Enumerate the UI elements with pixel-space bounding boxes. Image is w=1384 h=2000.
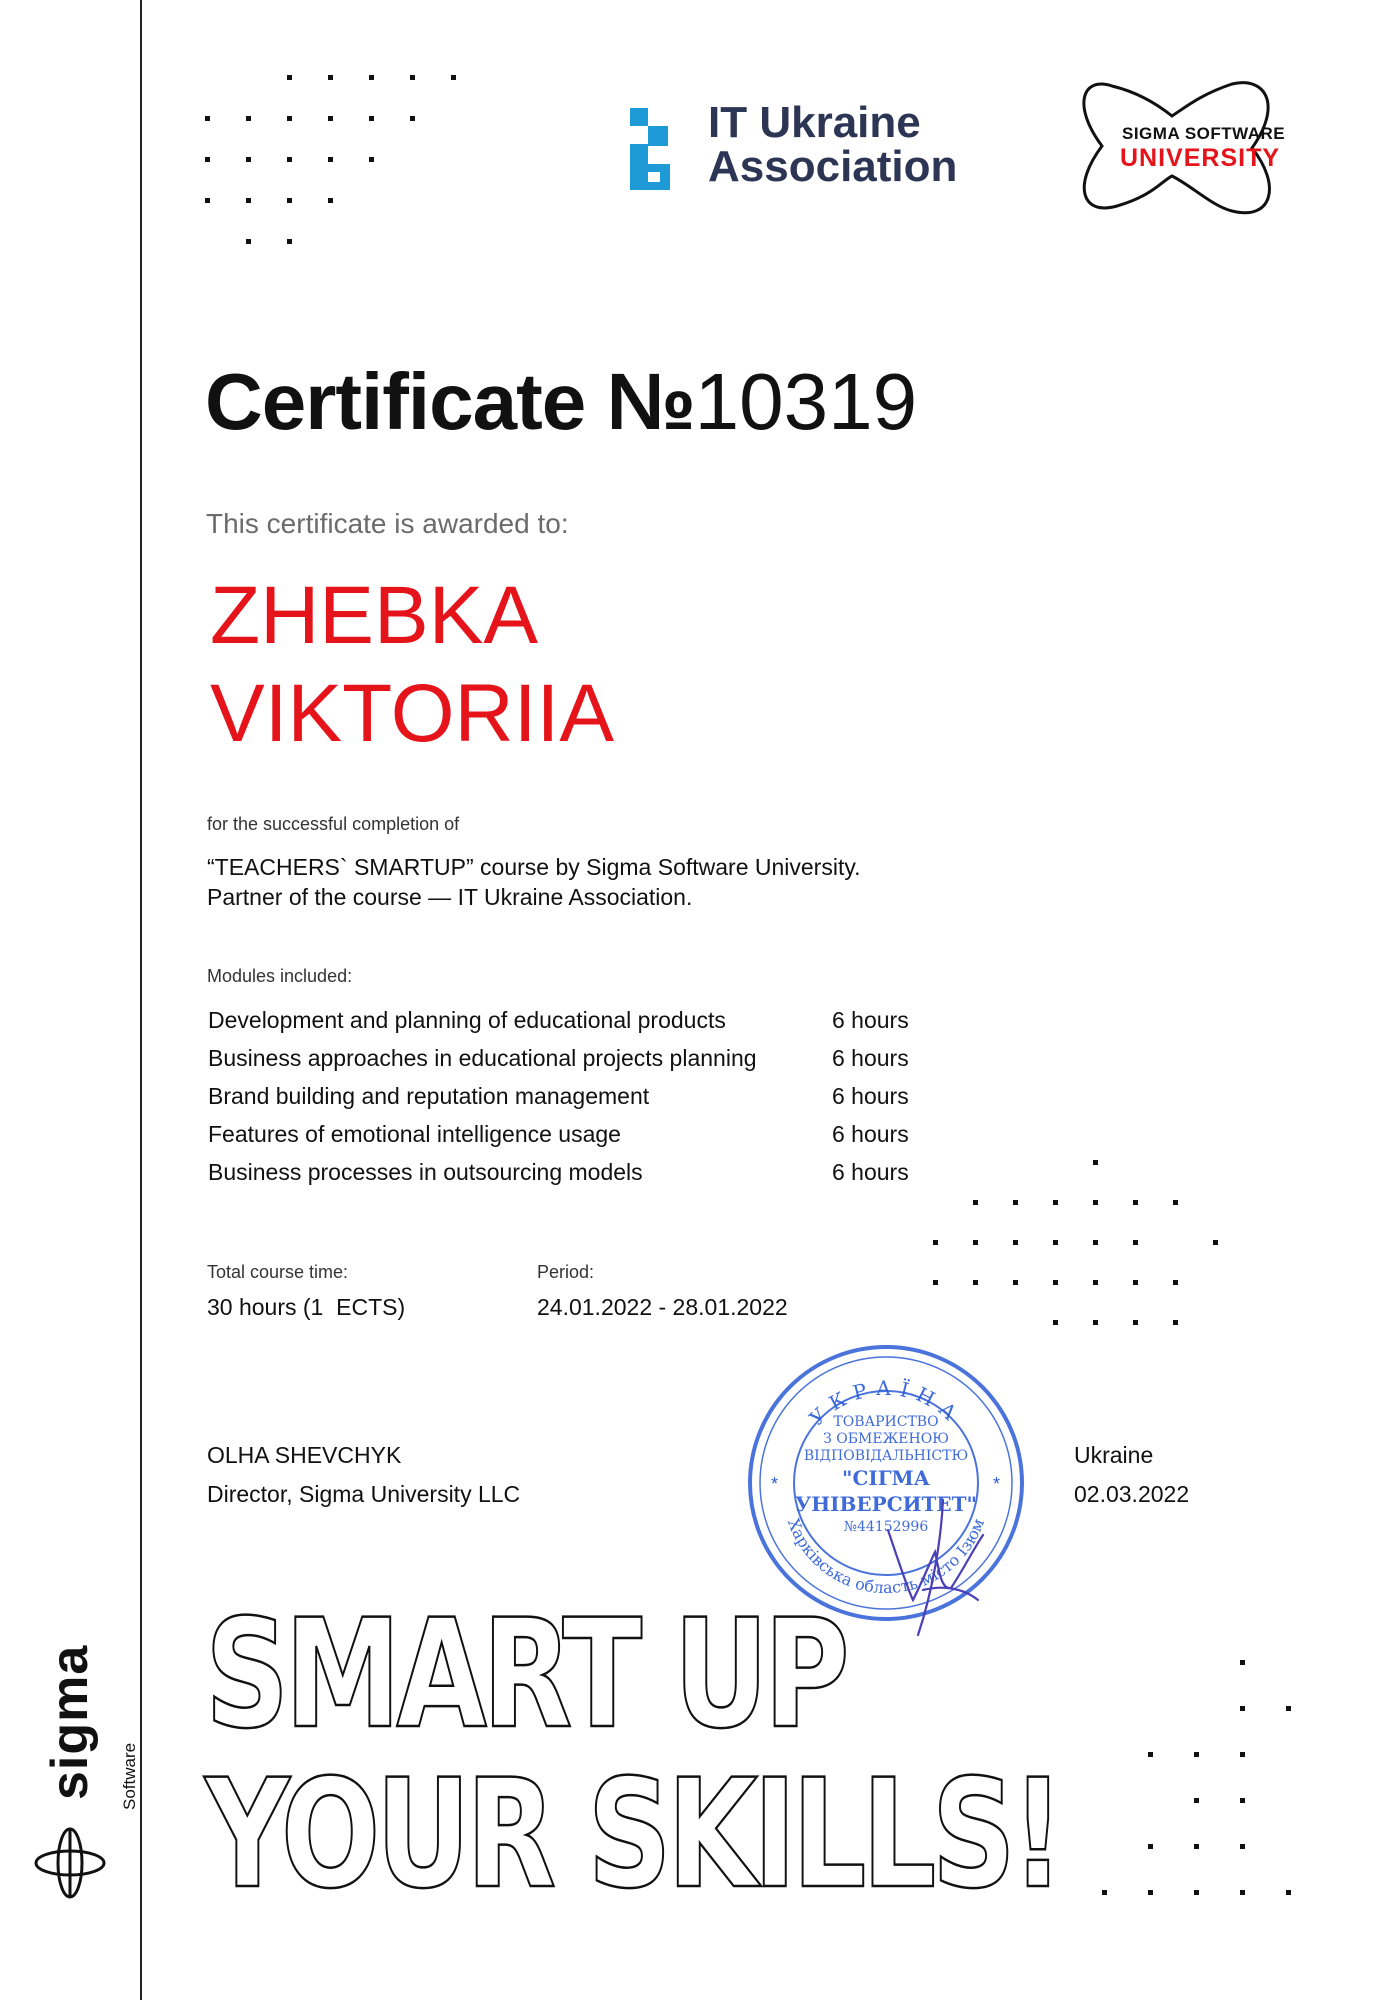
decorative-dot bbox=[1053, 1320, 1058, 1325]
slogan-line1: SMART UP bbox=[205, 1588, 845, 1762]
decorative-dot bbox=[287, 116, 292, 121]
decorative-dot bbox=[933, 1160, 938, 1165]
decorative-dot bbox=[1194, 1798, 1199, 1803]
decorative-dot bbox=[1133, 1240, 1138, 1245]
decorative-dot bbox=[1133, 1320, 1138, 1325]
decorative-dot bbox=[1240, 1660, 1245, 1665]
decorative-dot bbox=[973, 1200, 978, 1205]
decorative-dot bbox=[451, 198, 456, 203]
completion-label: for the successful completion of bbox=[207, 814, 460, 834]
decorative-dot bbox=[1102, 1660, 1107, 1665]
decorative-dot bbox=[328, 116, 333, 121]
decorative-dot bbox=[1093, 1240, 1098, 1245]
decorative-dot bbox=[1093, 1160, 1098, 1165]
decorative-dot bbox=[933, 1280, 938, 1285]
stamp-line1: ТОВАРИСТВО bbox=[833, 1414, 939, 1430]
decorative-dot bbox=[1240, 1890, 1245, 1895]
decorative-dot bbox=[287, 157, 292, 162]
svg-text:*: * bbox=[771, 1474, 779, 1494]
decorative-dot bbox=[1053, 1160, 1058, 1165]
total-time-value: 30 hours (1 ECTS) bbox=[207, 1294, 406, 1320]
certificate-title bbox=[205, 357, 918, 446]
dot-pattern-top-left bbox=[205, 75, 456, 244]
decorative-dot bbox=[1133, 1160, 1138, 1165]
issue-date: 02.03.2022 bbox=[1074, 1481, 1190, 1507]
decorative-dot bbox=[246, 239, 251, 244]
stamp-line2: З ОБМЕЖЕНОЮ bbox=[823, 1431, 949, 1447]
decorative-dot bbox=[1213, 1160, 1218, 1165]
sigma-software-university-logo bbox=[1072, 76, 1302, 216]
decorative-dot bbox=[205, 157, 210, 162]
decorative-dot bbox=[1102, 1706, 1107, 1711]
decorative-dot bbox=[1148, 1752, 1153, 1757]
left-divider-line bbox=[140, 0, 142, 2000]
decorative-dot bbox=[1240, 1706, 1245, 1711]
decorative-dot bbox=[410, 75, 415, 80]
module-name: Brand building and reputation management bbox=[208, 1083, 650, 1109]
course-partner-line: Partner of the course — IT Ukraine Association. bbox=[207, 884, 693, 910]
decorative-dot bbox=[1013, 1200, 1018, 1205]
decorative-dot bbox=[973, 1320, 978, 1325]
decorative-dot bbox=[369, 157, 374, 162]
decorative-dot bbox=[328, 198, 333, 203]
decorative-dot bbox=[1013, 1320, 1018, 1325]
decorative-dot bbox=[328, 239, 333, 244]
decorative-dot bbox=[410, 116, 415, 121]
decorative-dot bbox=[1013, 1160, 1018, 1165]
module-hours: 6 hours bbox=[832, 1159, 909, 1185]
itua-mark-icon bbox=[630, 108, 674, 190]
period-value: 24.01.2022 - 28.01.2022 bbox=[537, 1294, 788, 1320]
decorative-dot bbox=[1213, 1320, 1218, 1325]
awarded-to-label: This certificate is awarded to: bbox=[206, 508, 569, 539]
decorative-dot bbox=[451, 157, 456, 162]
decorative-dot bbox=[973, 1280, 978, 1285]
stamp-bottom-arc-text: Харківська область місто Ізюм bbox=[783, 1515, 989, 1598]
decorative-dot bbox=[1240, 1798, 1245, 1803]
decorative-dot bbox=[1286, 1660, 1291, 1665]
decorative-dot bbox=[1133, 1200, 1138, 1205]
decorative-dot bbox=[328, 157, 333, 162]
period-label: Period: bbox=[537, 1262, 595, 1282]
decorative-dot bbox=[933, 1320, 938, 1325]
decorative-dot bbox=[287, 75, 292, 80]
decorative-dot bbox=[369, 198, 374, 203]
decorative-dot bbox=[328, 75, 333, 80]
decorative-dot bbox=[1173, 1160, 1178, 1165]
sigma-software-vertical-logo bbox=[30, 1620, 139, 1900]
certificate-title-label: Certificate № bbox=[205, 357, 695, 446]
decorative-dot bbox=[1148, 1798, 1153, 1803]
dot-pattern-middle-right bbox=[933, 1160, 1218, 1325]
decorative-dot bbox=[410, 239, 415, 244]
decorative-dot bbox=[1194, 1660, 1199, 1665]
it-ukraine-association-logo bbox=[628, 100, 1008, 200]
module-name: Features of emotional intelligence usage bbox=[208, 1121, 621, 1147]
decorative-dot bbox=[1194, 1752, 1199, 1757]
decorative-dot bbox=[246, 157, 251, 162]
decorative-dot bbox=[1240, 1752, 1245, 1757]
recipient-surname: ZHEBKA bbox=[210, 570, 539, 661]
decorative-dot bbox=[1102, 1798, 1107, 1803]
decorative-dot bbox=[1148, 1660, 1153, 1665]
decorative-dot bbox=[1148, 1706, 1153, 1711]
decorative-dot bbox=[1053, 1280, 1058, 1285]
decorative-dot bbox=[410, 157, 415, 162]
decorative-dot bbox=[451, 239, 456, 244]
module-name: Business processes in outsourcing models bbox=[208, 1159, 643, 1185]
decorative-dot bbox=[287, 198, 292, 203]
decorative-dot bbox=[246, 116, 251, 121]
slogan-line2: YOUR SKILLS! bbox=[205, 1748, 1060, 1922]
svg-text:*: * bbox=[993, 1474, 1001, 1494]
itua-line2: Association bbox=[708, 142, 958, 191]
decorative-dot bbox=[1102, 1752, 1107, 1757]
stamp-line4: "СІГМА bbox=[842, 1466, 930, 1490]
sigma-orbit-icon bbox=[32, 1825, 108, 1901]
module-name: Development and planning of educational products bbox=[208, 1007, 726, 1033]
decorative-dot bbox=[1102, 1844, 1107, 1849]
decorative-dot bbox=[205, 198, 210, 203]
decorative-dot bbox=[973, 1160, 978, 1165]
decorative-dot bbox=[1148, 1844, 1153, 1849]
decorative-dot bbox=[933, 1200, 938, 1205]
signatory-name: OLHA SHEVCHYK bbox=[207, 1442, 402, 1468]
decorative-dot bbox=[1148, 1890, 1153, 1895]
stamp-code: №44152996 bbox=[843, 1519, 929, 1535]
decorative-dot bbox=[1286, 1890, 1291, 1895]
itua-line1: IT Ukraine bbox=[708, 98, 921, 147]
decorative-dot bbox=[1286, 1706, 1291, 1711]
decorative-dot bbox=[451, 116, 456, 121]
ssu-line1: SIGMA SOFTWARE bbox=[1122, 124, 1286, 143]
decorative-dot bbox=[1240, 1844, 1245, 1849]
decorative-dot bbox=[1093, 1200, 1098, 1205]
decorative-dot bbox=[369, 239, 374, 244]
decorative-dot bbox=[1102, 1890, 1107, 1895]
decorative-dot bbox=[1013, 1280, 1018, 1285]
decorative-dot bbox=[1213, 1240, 1218, 1245]
decorative-dot bbox=[369, 116, 374, 121]
decorative-dot bbox=[1194, 1844, 1199, 1849]
decorative-dot bbox=[410, 198, 415, 203]
sigma-software-sub: Software bbox=[120, 1742, 139, 1810]
handwritten-signature bbox=[823, 1440, 1023, 1640]
signatory-role: Director, Sigma University LLC bbox=[207, 1481, 521, 1507]
decorative-dot bbox=[1053, 1240, 1058, 1245]
issue-country: Ukraine bbox=[1074, 1442, 1154, 1468]
sigma-wordmark: sigma bbox=[41, 1644, 99, 1800]
decorative-dot bbox=[369, 75, 374, 80]
ssu-line2: UNIVERSITY bbox=[1120, 144, 1281, 172]
decorative-dot bbox=[1173, 1200, 1178, 1205]
decorative-dot bbox=[205, 75, 210, 80]
official-stamp bbox=[743, 1340, 1029, 1626]
course-description-line1: “TEACHERS` SMARTUP” course by Sigma Software University. bbox=[207, 854, 861, 880]
decorative-dot bbox=[205, 239, 210, 244]
total-time-label: Total course time: bbox=[207, 1262, 349, 1282]
decorative-dot bbox=[1053, 1200, 1058, 1205]
decorative-dot bbox=[1013, 1240, 1018, 1245]
module-hours: 6 hours bbox=[832, 1045, 909, 1071]
module-hours: 6 hours bbox=[832, 1007, 909, 1033]
decorative-dot bbox=[1133, 1280, 1138, 1285]
stamp-top-arc-text: УКРАЇНА bbox=[804, 1375, 968, 1431]
dot-pattern-bottom-right bbox=[1102, 1660, 1291, 1895]
decorative-dot bbox=[287, 239, 292, 244]
decorative-dot bbox=[1093, 1320, 1098, 1325]
decorative-dot bbox=[205, 116, 210, 121]
decorative-dot bbox=[933, 1240, 938, 1245]
decorative-dot bbox=[1286, 1844, 1291, 1849]
modules-label: Modules included: bbox=[207, 966, 353, 986]
decorative-dot bbox=[451, 75, 456, 80]
decorative-dot bbox=[1286, 1798, 1291, 1803]
recipient-given-name: VIKTORIIA bbox=[210, 668, 615, 759]
decorative-dot bbox=[1173, 1240, 1178, 1245]
decorative-dot bbox=[1286, 1752, 1291, 1757]
decorative-dot bbox=[1173, 1280, 1178, 1285]
certificate-number: 10319 bbox=[694, 357, 918, 446]
stamp-line5: УНІВЕРСИТЕТ" bbox=[795, 1492, 977, 1516]
module-hours: 6 hours bbox=[832, 1121, 909, 1147]
module-name: Business approaches in educational projects planning bbox=[208, 1045, 757, 1071]
decorative-dot bbox=[1213, 1280, 1218, 1285]
decorative-dot bbox=[1213, 1200, 1218, 1205]
stamp-line3: ВІДПОВІДАЛЬНІСТЮ bbox=[803, 1448, 969, 1464]
decorative-dot bbox=[246, 198, 251, 203]
module-hours: 6 hours bbox=[832, 1083, 909, 1109]
decorative-dot bbox=[1194, 1706, 1199, 1711]
decorative-dot bbox=[1173, 1320, 1178, 1325]
decorative-dot bbox=[973, 1240, 978, 1245]
decorative-dot bbox=[1194, 1890, 1199, 1895]
decorative-dot bbox=[1093, 1280, 1098, 1285]
decorative-dot bbox=[246, 75, 251, 80]
